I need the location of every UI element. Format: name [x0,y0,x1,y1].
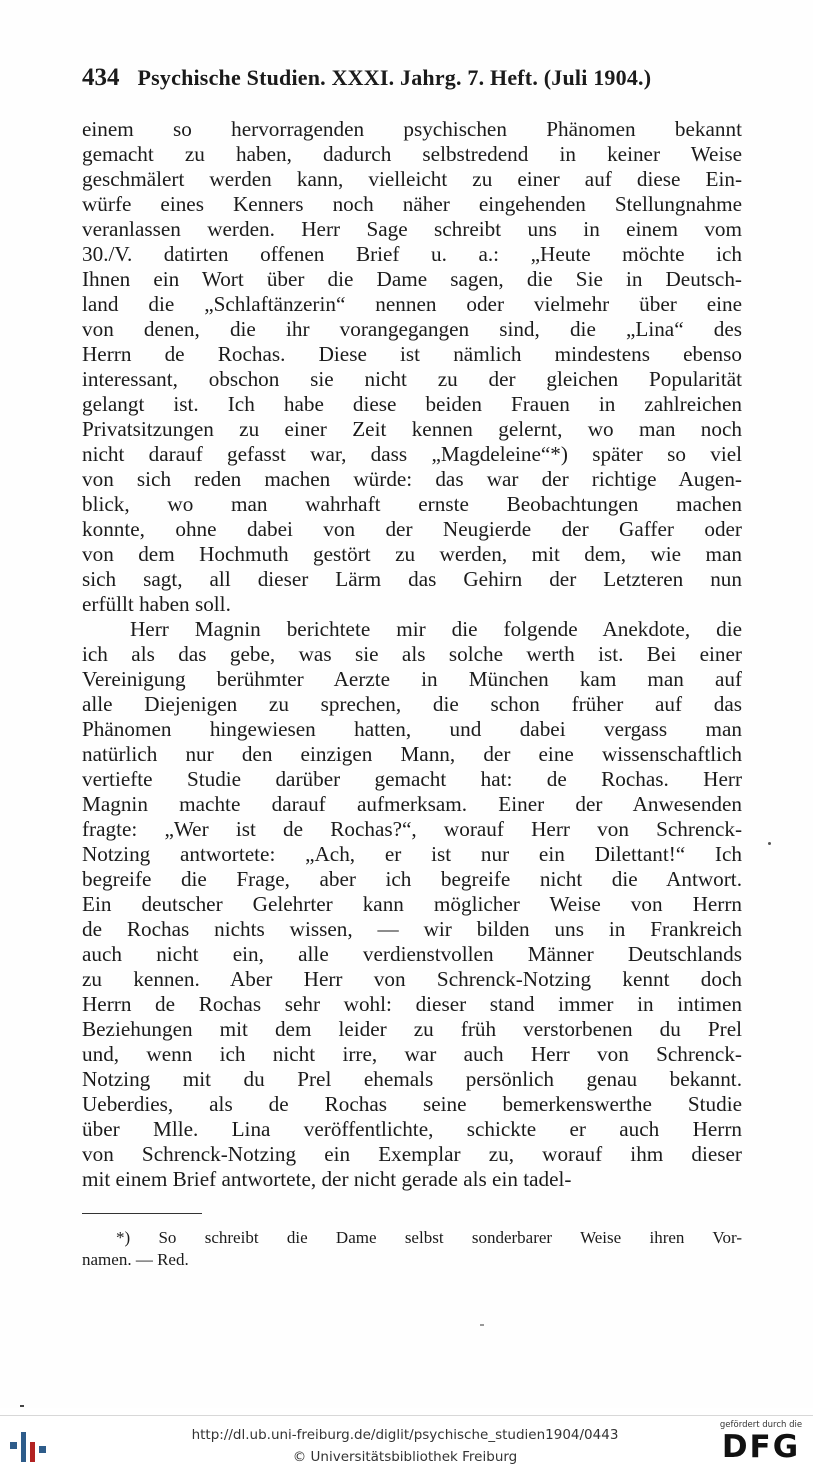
text-line: von dem Hochmuth gestört zu werden, mit dem, wie man [82,542,742,566]
text-line: Phänomen hingewiesen hatten, und dabei vergass man [82,717,742,741]
page-number: 434 [82,64,120,91]
text-line: Ihnen ein Wort über die Dame sagen, die Sie in Deutsch- [82,267,742,291]
text-line: natürlich nur den einzigen Mann, der eine wissenschaftlich [82,742,742,766]
scan-speck [768,842,771,845]
text-line: alle Diejenigen zu sprechen, die schon früher auf das [82,692,742,716]
footnote [82,1227,742,1271]
text-line: land die „Schlaftänzerin“ nennen oder vielmehr über eine [82,292,742,316]
permalink-url[interactable]: http://dl.ub.uni-freiburg.de/diglit/psychische_studien1904/0443 [191,1427,619,1443]
scan-speck [480,1324,484,1326]
viewer-footer [0,1415,813,1474]
text-line: über Mlle. Lina veröffentlichte, schickte er auch Herrn [82,1117,742,1141]
text-line: sich sagt, all dieser Lärm das Gehirn der Letzteren nun [82,567,742,591]
text-line: einem so hervorragenden psychischen Phänomen bekannt [82,117,742,141]
footnote-rule [82,1213,202,1214]
text-line: Ueberdies, als de Rochas seine bemerkenswerthe Studie [82,1092,742,1116]
text-line: 30./V. datirten offenen Brief u. a.: „Heute möchte ich [82,242,742,266]
text-line: würfe eines Kenners noch näher eingehenden Stellungnahme [82,192,742,216]
text-line: Privatsitzungen zu einer Zeit kennen gelernt, wo man noch [82,417,742,441]
text-line: ich als das gebe, was sie als solche werth ist. Bei einer [82,642,742,666]
text-line: Magnin machte darauf aufmerksam. Einer der Anwesenden [82,792,742,816]
text-line: Notzing antwortete: „Ach, er ist nur ein Dilettant!“ Ich [82,842,742,866]
text-line: Herrn de Rochas sehr wohl: dieser stand immer in intimen [82,992,742,1016]
text-line: begreife die Frage, aber ich begreife nicht die Antwort. [82,867,742,891]
ub-freiburg-logo-icon[interactable] [10,1428,50,1468]
body-text [82,117,742,1192]
text-line: Vereinigung berühmter Aerzte in München kam man auf [82,667,742,691]
dfg-logo[interactable] [715,1420,807,1470]
text-line: de Rochas nichts wissen, — wir bilden uns in Frankreich [82,917,742,941]
text-line: geschmälert werden kann, vielleicht zu einer auf diese Ein- [82,167,742,191]
text-line: und, wenn ich nicht irre, war auch Herr von Schrenck- [82,1042,742,1066]
text-line: zu kennen. Aber Herr von Schrenck-Notzing kennt doch [82,967,742,991]
text-line: erfüllt haben soll. [82,592,231,616]
footnote-line: *) So schreibt die Dame selbst sonderbarer Weise ihren Vor- [116,1228,742,1247]
text-line: Notzing mit du Prel ehemals persönlich genau bekannt. [82,1067,742,1091]
text-line: vertiefte Studie darüber gemacht hat: de Rochas. Herr [82,767,742,791]
running-title: Psychische Studien. XXXI. Jahrg. 7. Heft. (Juli 1904.) [137,65,652,90]
text-line: gelangt ist. Ich habe diese beiden Frauen in zahlreichen [82,392,742,416]
text-line: auch nicht ein, alle verdienstvollen Männer Deutschlands [82,942,742,966]
text-line: Ein deutscher Gelehrter kann möglicher Weise von Herrn [82,892,742,916]
text-line: blick, wo man wahrhaft ernste Beobachtungen machen [82,492,742,516]
text-line: gemacht zu haben, dadurch selbstredend in keiner Weise [82,142,742,166]
dfg-mark: DFG [721,1429,801,1465]
text-line: von denen, die ihr vorangegangen sind, die „Lina“ des [82,317,742,341]
text-line: Beziehungen mit dem leider zu früh verstorbenen du Prel [82,1017,742,1041]
funding-tagline: gefördert durch die [719,1420,803,1430]
text-line: Herr Magnin berichtete mir die folgende Anekdote, die [130,617,742,641]
scan-speck [20,1405,24,1407]
text-line: mit einem Brief antwortete, der nicht gerade als ein tadel- [82,1167,572,1191]
text-line: Herrn de Rochas. Diese ist nämlich mindestens ebenso [82,342,742,366]
text-line: von sich reden machen würde: das war der richtige Augen- [82,467,742,491]
footnote-line: namen. — Red. [82,1250,189,1269]
text-line: veranlassen werden. Herr Sage schreibt uns in einem vom [82,217,742,241]
text-line: interessant, obschon sie nicht zu der gleichen Popularität [82,367,742,391]
text-line: von Schrenck-Notzing ein Exemplar zu, worauf ihm dieser [82,1142,742,1166]
copyright-notice: © Universitätsbibliothek Freiburg [292,1449,518,1465]
running-header [82,64,742,96]
text-line: fragte: „Wer ist de Rochas?“, worauf Herr von Schrenck- [82,817,742,841]
text-line: nicht darauf gefasst war, dass „Magdeleine“*) später so viel [82,442,742,466]
text-line: konnte, ohne dabei von der Neugierde der Gaffer oder [82,517,742,541]
